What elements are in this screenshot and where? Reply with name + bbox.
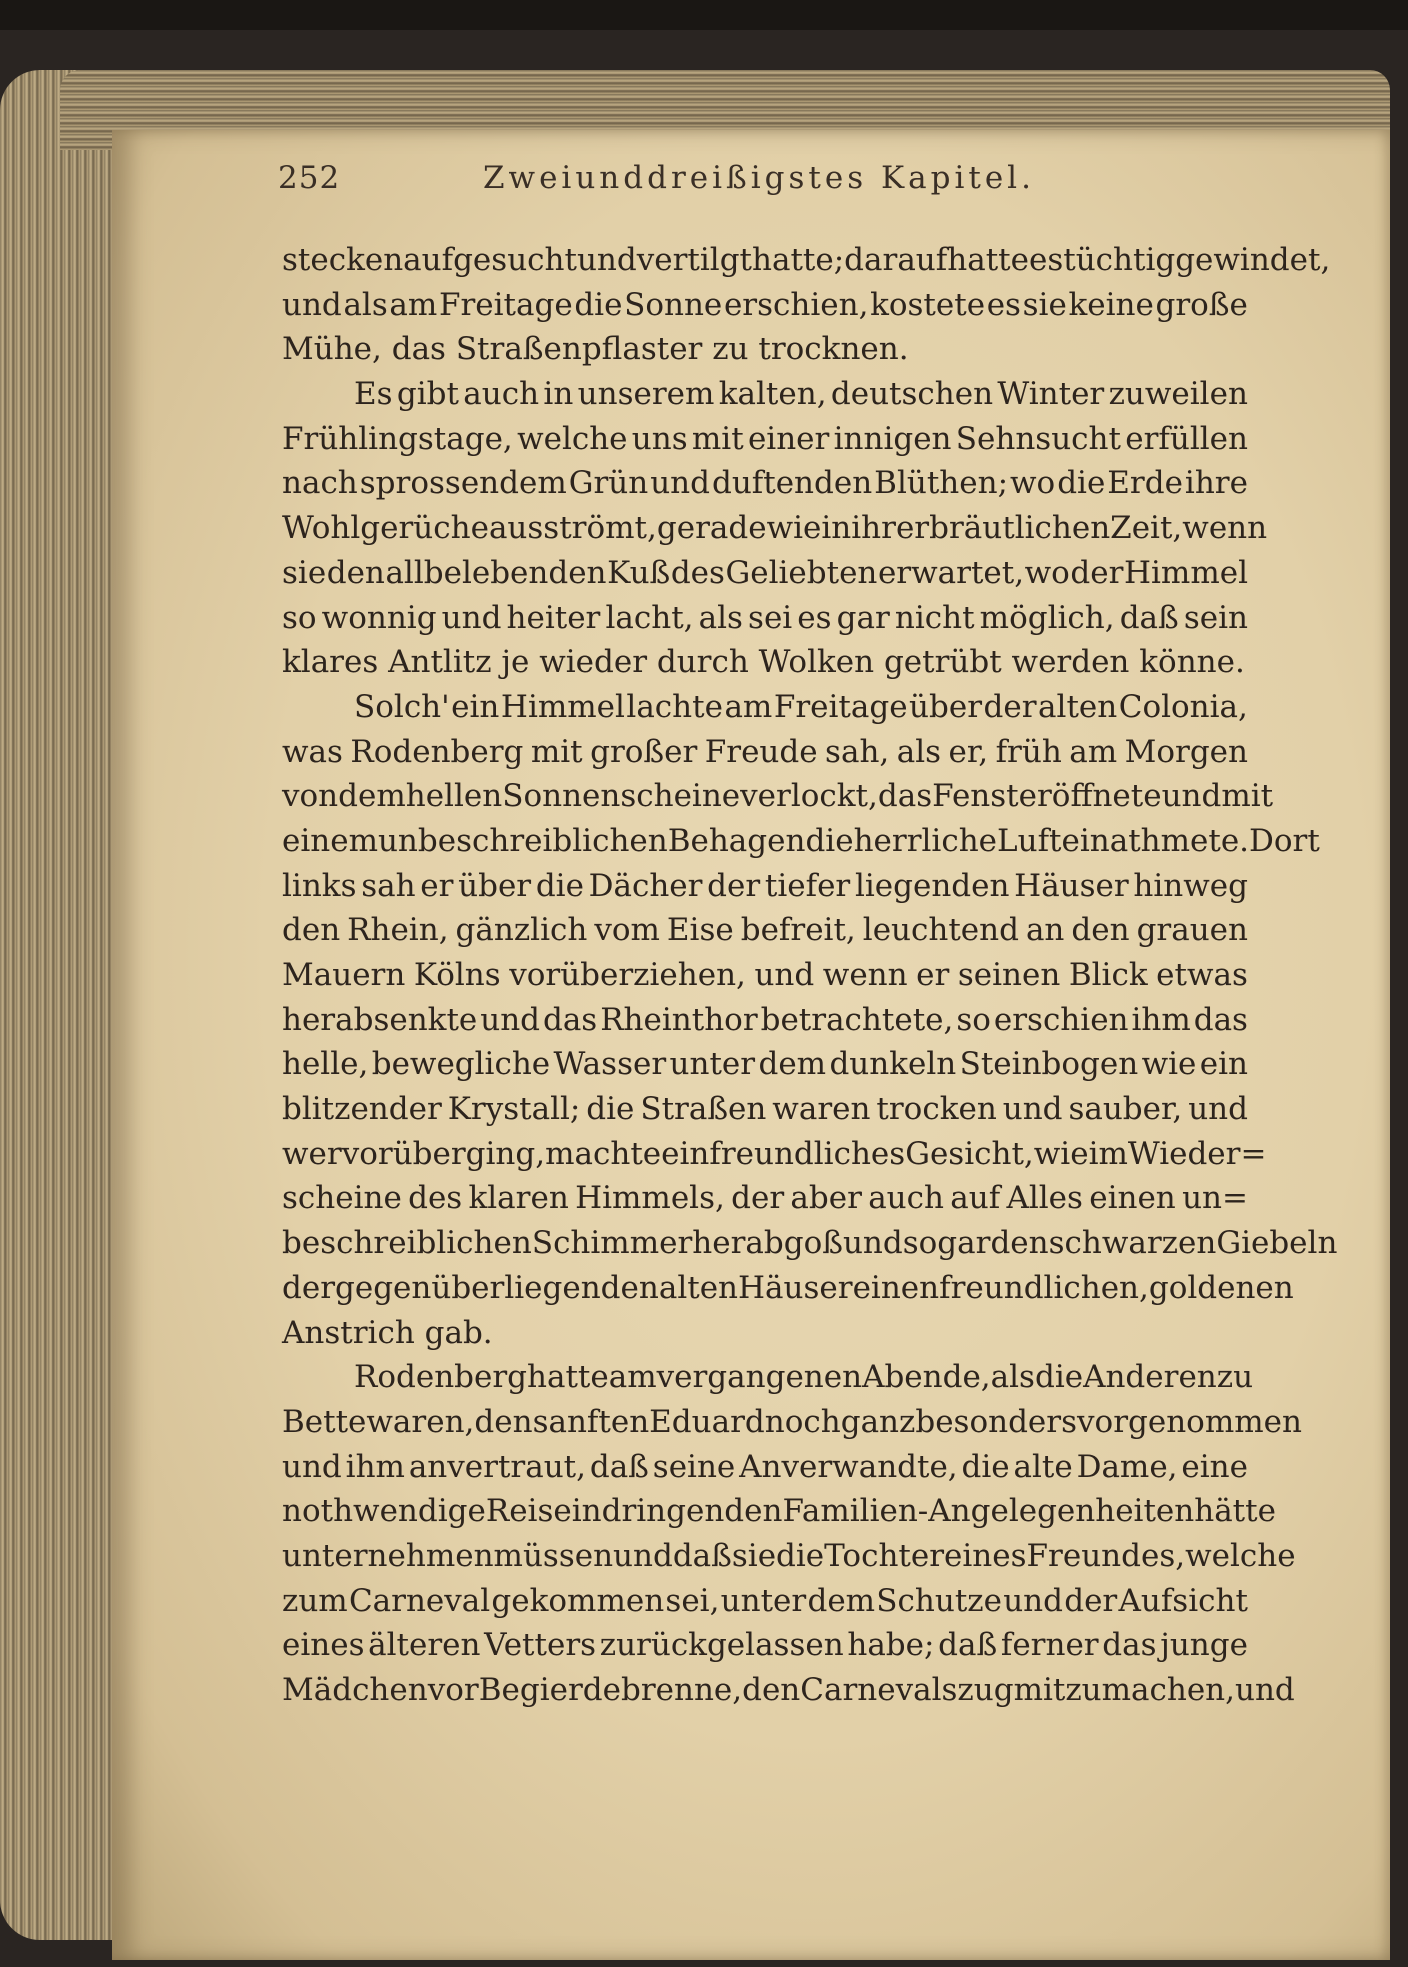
page-edges-left [0, 70, 130, 1940]
text-line: zum Carneval gekommen sei, unter dem Schutze und der Aufsicht [282, 1582, 1248, 1619]
text-line: helle, bewegliche Wasser unter dem dunkeln Steinbogen wie ein [282, 1046, 1248, 1083]
text-line: den Rhein, gänzlich vom Eise befreit, leuchtend an den grauen [282, 912, 1248, 949]
text-line: wer vorüberging, machte ein freundliches Gesicht, wie im Wieder= [282, 1135, 1267, 1172]
body-text [282, 238, 1338, 1713]
text-line: was Rodenberg mit großer Freude sah, als er, früh am Morgen [282, 733, 1248, 770]
text-line: stecken aufgesucht und vertilgt hatte; darauf hatte es tüchtig gewindet, [282, 242, 1331, 278]
text-line: Anstrich gab. [282, 1314, 493, 1351]
text-line: unternehmen müssen und daß sie die Tochter eines Freundes, welche [282, 1537, 1296, 1574]
text-line: und ihm anvertraut, daß seine Anverwandte, die alte Dame, eine [282, 1448, 1248, 1485]
text-line: herabsenkte und das Rheinthor betrachtete, so erschien ihm das [282, 1001, 1248, 1038]
text-line: nothwendige Reise in dringenden Familien-Angelegenheiten hätte [282, 1493, 1276, 1530]
text-line: klares Antlitz je wieder durch Wolken getrübt werden könne. [282, 644, 1245, 681]
chapter-title: Zweiunddreißigstes Kapitel. [483, 160, 1035, 196]
text-line: sie den allbelebenden Kuß des Geliebten erwartet, wo der Himmel [282, 554, 1248, 591]
text-line: Mauern Kölns vorüberziehen, und wenn er seinen Blick etwas [282, 957, 1248, 993]
text-line: der gegenüber liegenden alten Häuser einen freundlichen, goldenen [282, 1269, 1294, 1306]
text-line: scheine des klaren Himmels, der aber auch auf Alles einen un= [282, 1180, 1248, 1217]
text-line: so wonnig und heiter lacht, als sei es gar nicht möglich, daß sein [282, 599, 1248, 636]
running-header [278, 160, 1038, 206]
text-line: Bette waren, den sanften Eduard noch ganz besonders vorgenommen [282, 1403, 1302, 1440]
text-line: Mädchen vor Begierde brenne, den Carnevalszug mitzumachen, und [282, 1672, 1295, 1708]
text-line: eines älteren Vetters zurückgelassen habe; daß ferner das junge [282, 1627, 1248, 1664]
text-line: Wohlgerüche ausströmt, gerade wie in ihrer bräutlichen Zeit, wenn [282, 510, 1268, 547]
text-line: Es gibt auch in unserem kalten, deutschen Winter zuweilen [354, 376, 1248, 413]
page-number: 252 [278, 160, 341, 196]
text-line: Rodenberg hatte am vergangenen Abende, als die Anderen zu [354, 1359, 1254, 1396]
text-line: Frühlingstage, welche uns mit einer innigen Sehnsucht erfüllen [282, 420, 1248, 457]
text-line: blitzender Krystall; die Straßen waren trocken und sauber, und [282, 1091, 1248, 1128]
text-line: und als am Freitage die Sonne erschien, kostete es sie keine große [282, 286, 1248, 323]
text-line: Solch' ein Himmel lachte am Freitage über der alten Colonia, [354, 688, 1248, 725]
text-line: Mühe, das Straßenpflaster zu trocknen. [282, 331, 909, 368]
text-line: links sah er über die Dächer der tiefer liegenden Häuser hinweg [282, 867, 1248, 904]
text-line: einem unbeschreiblichen Behagen die herrliche Luft einathmete. Dort [282, 822, 1320, 859]
text-line: von dem hellen Sonnenscheine verlockt, das Fenster öffnete und mit [282, 778, 1274, 815]
text-line: beschreiblichen Schimmer herabgoß und sogar den schwarzen Giebeln [282, 1225, 1338, 1262]
text-line: nach sprossendem Grün und duftenden Blüthen; wo die Erde ihre [282, 465, 1248, 502]
